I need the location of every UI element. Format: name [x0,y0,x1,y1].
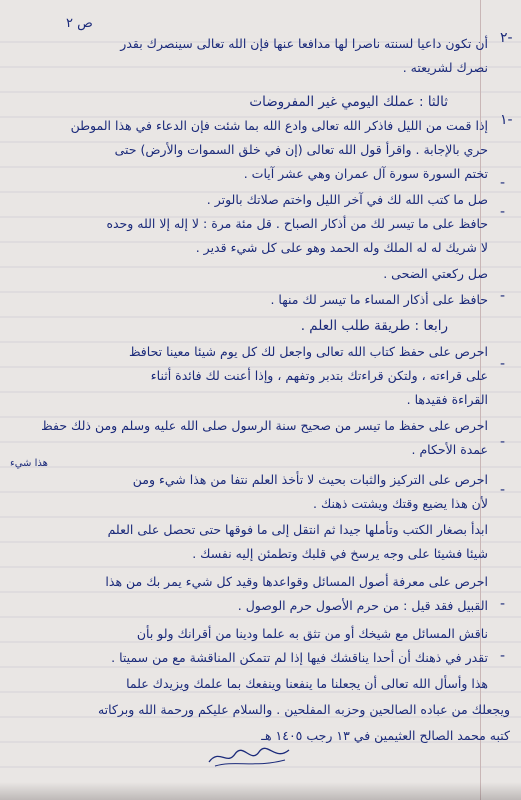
text-line: احرص على حفظ كتاب الله تعالى واجعل لك كل يوم شيئا معينا تحافظ [128,344,488,359]
signature-line: كتبه محمد الصالح العثيمين في ١٣ رجب ١٤٠٥ هـ [261,728,510,743]
bullet-dash: - [500,596,506,612]
text-line: احرص على حفظ ما تيسر من صحيح سنة الرسول صلى الله عليه وسلم ومن ذلك حفظ [41,418,488,433]
text-line: عمدة الأحكام . [411,442,488,457]
page-number: ص ٢ [66,16,93,31]
text-line: ويجعلك من عباده الصالحين وحزبه المفلحين . والسلام عليكم ورحمة الله وبركاته [97,702,510,717]
bullet-dash: - [500,356,506,372]
bullet-dash: - [500,434,506,450]
text-line: ناقش المسائل مع شيخك أو من تثق به علما ودينا من أقرانك ولو بأن [136,626,488,641]
text-line: حري بالإجابة . واقرأ قول الله تعالى (إن في خلق السموات والأرض) حتى [114,142,488,157]
section-heading: ثالثا : عملك اليومي غير المفروضات [249,94,448,110]
text-line: لا شريك له له الملك وله الحمد وهو على كل شيء قدير . [195,240,488,255]
bullet-dash: - [500,482,506,498]
text-line: احرص على معرفة أصول المسائل وقواعدها وقيد كل شيء يمر بك من هذا [105,574,488,589]
bullet-dash: - [500,204,506,220]
text-line-insert: هذا شيء [10,458,48,469]
section-heading: رابعا : طريقة طلب العلم . [300,318,448,334]
text-line: إذا قمت من الليل فاذكر الله تعالى وادع الله بما شئت فإن الدعاء في هذا الموطن [70,118,488,133]
text-line: تختم السورة سورة آل عمران وهي عشر آيات . [243,166,488,181]
text-line: حافظ على ما تيسر لك من أذكار الصباح . قل مئة مرة : لا إله إلا الله وحده [106,216,488,231]
signature-scribble [205,742,295,772]
text-line: ابدأ بصغار الكتب وتأملها جيدا ثم انتقل إلى ما فوقها حتى تحصل على العلم [107,522,488,537]
bullet-dash: - [500,175,506,191]
text-line: تقدر في ذهنك أن أحدا يناقشك فيها إذا لم تتمكن المناقشة مع من سميتا . [111,650,488,665]
bullet-dash: - [500,648,506,664]
text-line: شيئا فشيئا على وجه يرسخ في قلبك وتطمئن إليه نفسك . [192,546,488,561]
text-line: على قراءته ، ولتكن قراءتك بتدبر وتفهم ، وإذا أعنت لك فائدة أثناء [150,368,488,383]
text-line: نصرك لشريعته . [402,60,488,75]
item-number-1: ١- [500,112,513,128]
item-number-2: ٢- [500,30,513,46]
text-line: لأن هذا يضيع وقتك ويشتت ذهنك . [313,496,488,511]
page-edge-shadow [0,782,521,800]
handwritten-text [10,8,510,794]
text-line: صل ركعتي الضحى . [383,266,488,281]
bullet-dash: - [500,288,506,304]
text-line: أن تكون داعيا لسنته ناصرا لها مدافعا عنها فإن الله تعالى سينصرك بقدر [120,36,488,51]
text-line: احرص على التركيز والثبات بحيث لا تأخذ العلم نتفا من هذا شيء ومن [132,472,488,487]
text-line: القبيل فقد قيل : من حرم الأصول حرم الوصول . [237,598,488,613]
text-line: حافظ على أذكار المساء ما تيسر لك منها . [270,292,488,307]
text-line: هذا وأسأل الله تعالى أن يجعلنا ما ينفعنا وينفعك بما علمك ويزيدك علما [126,676,488,691]
text-line: القراءة فقيدها . [406,392,488,407]
text-line: صل ما كتب الله لك في آخر الليل واختم صلاتك بالوتر . [206,192,488,207]
